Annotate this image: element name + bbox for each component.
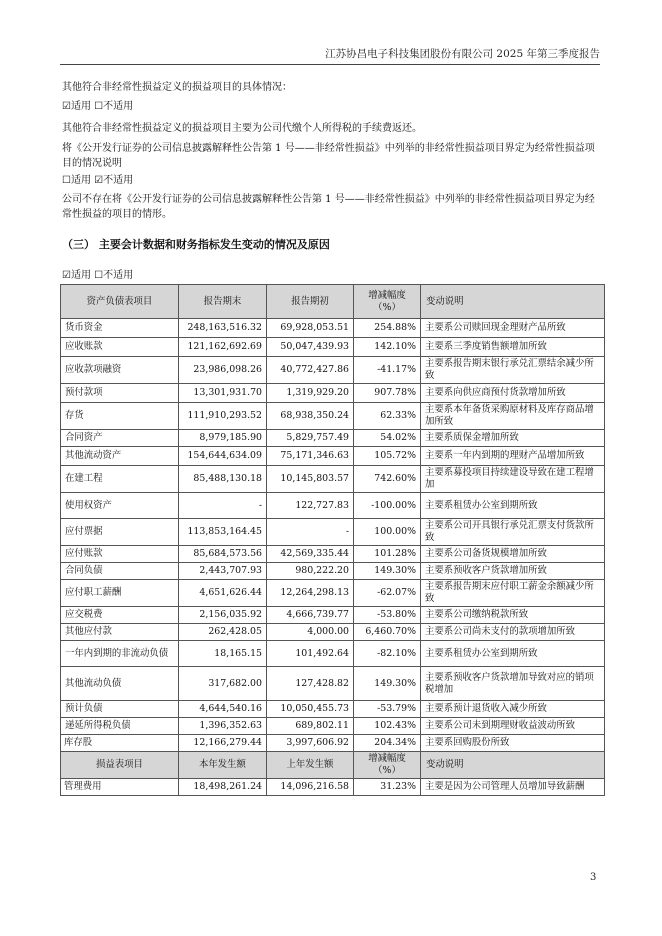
- table-row: [61, 779, 605, 796]
- row-note: 主要系租赁办公室到期所致: [421, 493, 605, 519]
- row-note: 主要系回购股份所致: [421, 735, 605, 752]
- row-item: 货币资金: [61, 319, 179, 338]
- row-period-begin: 75,171,346.63: [267, 447, 354, 466]
- row-period-begin: 4,666,739.77: [267, 607, 354, 624]
- row-period-begin: 50,047,439.93: [267, 338, 354, 357]
- table-row: [61, 466, 605, 493]
- row-period-end: 8,979,185.90: [179, 430, 267, 447]
- row-period-begin: -: [267, 519, 354, 546]
- row-period-end: 317,682.00: [179, 667, 267, 701]
- row-note: 主要系预计退货收入减少所致: [421, 701, 605, 718]
- applicable-checkbox-3: ☑适用 ☐不适用: [62, 270, 134, 281]
- row-note: 主要系预收客户货款增加所致: [421, 563, 605, 580]
- header-note: 变动说明: [421, 285, 605, 319]
- row-item: 递延所得税负债: [61, 718, 179, 735]
- row-period-begin: 1,319,929.20: [267, 384, 354, 403]
- row-period-begin: 122,727.83: [267, 493, 354, 519]
- row-note: 主要系公司缴纳税款所致: [421, 607, 605, 624]
- row-change: 254.88%: [354, 319, 421, 338]
- row-note: 主要系募投项目持续建设导致在建工程增加: [421, 466, 605, 493]
- row-note: 主要系三季度销售额增加所致: [421, 338, 605, 357]
- table-row: [61, 624, 605, 641]
- table-row: [61, 718, 605, 735]
- row-change: 101.28%: [354, 546, 421, 563]
- row-change: 149.30%: [354, 667, 421, 701]
- table-row: [61, 519, 605, 546]
- applicable-checkbox-1: ☑适用 ☐不适用: [62, 101, 134, 112]
- table-row: [61, 447, 605, 466]
- row-item: 应收账款: [61, 338, 179, 357]
- row-item: 预付款项: [61, 384, 179, 403]
- row-period-begin: 4,000.00: [267, 624, 354, 641]
- row-period-begin: 10,050,455.73: [267, 701, 354, 718]
- row-item: 其他流动资产: [61, 447, 179, 466]
- row-item: 应付职工薪酬: [61, 580, 179, 607]
- row-period-end: 2,156,035.92: [179, 607, 267, 624]
- header2-previous: 上年发生额: [267, 752, 354, 779]
- row-item: 其他流动负债: [61, 667, 179, 701]
- row-period-end: 13,301,931.70: [179, 384, 267, 403]
- header-period-begin: 报告期初: [267, 285, 354, 319]
- row-change: 105.72%: [354, 447, 421, 466]
- row-note: 主要系公司尚未支付的款项增加所致: [421, 624, 605, 641]
- row-note: 主要系公司未到期理财收益波动所致: [421, 718, 605, 735]
- row-note: 主要系公司备货规模增加所致: [421, 546, 605, 563]
- row-period-begin: 69,928,053.51: [267, 319, 354, 338]
- row-period-begin: 101,492.64: [267, 641, 354, 667]
- row-note: 主要系公司开具银行承兑汇票支付货款所致: [421, 519, 605, 546]
- paragraph-details-intro: 其他符合非经常性损益定义的损益项目的具体情况：: [62, 82, 292, 93]
- row-item: 在建工程: [61, 466, 179, 493]
- row-note: 主要系向供应商预付货款增加所致: [421, 384, 605, 403]
- row-period-end: 2,443,707.93: [179, 563, 267, 580]
- row-change: -53.80%: [354, 607, 421, 624]
- row-change: 142.10%: [354, 338, 421, 357]
- paragraph-no-reclassification: 公司不存在将《公开发行证券的公司信息披露解释性公告第 1 号——非经常性损益》中列举的非经常性损益项目界定为经常性损益的项目的情形。: [62, 194, 595, 220]
- row-change: -41.17%: [354, 357, 421, 384]
- row-change: 149.30%: [354, 563, 421, 580]
- header2-change: 增减幅度（%）: [354, 752, 421, 779]
- header2-note: 变动说明: [421, 752, 605, 779]
- table-row: [61, 580, 605, 607]
- table-row: [61, 667, 605, 701]
- table-row: [61, 493, 605, 519]
- row-item: 库存股: [61, 735, 179, 752]
- row-item: 应付账款: [61, 546, 179, 563]
- row-period-end: 262,428.05: [179, 624, 267, 641]
- financial-changes-table: [60, 284, 605, 796]
- row-note: 主要系报告期末银行承兑汇票结余减少所致: [421, 357, 605, 384]
- row-change: 204.34%: [354, 735, 421, 752]
- income-statement-header-row: [61, 752, 605, 779]
- row-period-begin: 68,938,350.24: [267, 403, 354, 430]
- row-change: 54.02%: [354, 430, 421, 447]
- header-period-end: 报告期末: [179, 285, 267, 319]
- applicable-checkbox-2: ☐适用 ☑不适用: [62, 175, 134, 186]
- row-change: -82.10%: [354, 641, 421, 667]
- row-item: 使用权资产: [61, 493, 179, 519]
- section-title: （三） 主要会计数据和财务指标发生变动的情况及原因: [62, 238, 330, 251]
- paragraph-fee-refund: 其他符合非经常性损益定义的损益项目主要为公司代缴个人所得税的手续费返还。: [62, 123, 422, 134]
- row-period-begin: 3,997,606.92: [267, 735, 354, 752]
- row-period-begin: 5,829,757.49: [267, 430, 354, 447]
- table-row: [61, 430, 605, 447]
- row-period-begin: 42,569,335.44: [267, 546, 354, 563]
- header-rule: [60, 64, 600, 65]
- row-current: 18,498,261.24: [179, 779, 267, 796]
- row-note: 主要系本年备货采购原材料及库存商品增加所致: [421, 403, 605, 430]
- row-item: 合同资产: [61, 430, 179, 447]
- row-period-begin: 40,772,427.86: [267, 357, 354, 384]
- row-change: 907.78%: [354, 384, 421, 403]
- header2-current: 本年发生额: [179, 752, 267, 779]
- table-row: [61, 546, 605, 563]
- row-change: 102.43%: [354, 718, 421, 735]
- row-period-end: 1,396,352.63: [179, 718, 267, 735]
- row-period-begin: 10,145,803.57: [267, 466, 354, 493]
- row-change: -62.07%: [354, 580, 421, 607]
- table-row: [61, 641, 605, 667]
- row-period-end: -: [179, 493, 267, 519]
- row-item: 应付票据: [61, 519, 179, 546]
- row-period-end: 4,651,626.44: [179, 580, 267, 607]
- row-period-begin: 980,222.20: [267, 563, 354, 580]
- row-change: 742.60%: [354, 466, 421, 493]
- row-period-end: 248,163,516.32: [179, 319, 267, 338]
- row-period-end: 23,986,098.26: [179, 357, 267, 384]
- row-change: -100.00%: [354, 493, 421, 519]
- row-change: -53.79%: [354, 701, 421, 718]
- table-row: [61, 701, 605, 718]
- row-period-end: 85,488,130.18: [179, 466, 267, 493]
- table-row: [61, 384, 605, 403]
- header2-item: 损益表项目: [61, 752, 179, 779]
- row-change: 6,460.70%: [354, 624, 421, 641]
- row-period-end: 113,853,164.45: [179, 519, 267, 546]
- row-note: 主要系报告期末应付职工薪金余额减少所致: [421, 580, 605, 607]
- paragraph-reclassification: 将《公开发行证券的公司信息披露解释性公告第 1 号——非经常性损益》中列举的非经常性损益项目界定为经常性损益项目的情况说明: [62, 143, 595, 169]
- table-row: [61, 357, 605, 384]
- row-note: 主要是因为公司管理人员增加导致薪酬: [421, 779, 605, 796]
- header-item: 资产负债表项目: [61, 285, 179, 319]
- table-row: [61, 563, 605, 580]
- row-item: 存货: [61, 403, 179, 430]
- table-header-row: [61, 285, 605, 319]
- row-item: 预计负债: [61, 701, 179, 718]
- row-item: 应交税费: [61, 607, 179, 624]
- row-period-begin: 12,264,298.13: [267, 580, 354, 607]
- row-period-end: 4,644,540.16: [179, 701, 267, 718]
- table-row: [61, 735, 605, 752]
- row-item: 其他应付款: [61, 624, 179, 641]
- table-row: [61, 403, 605, 430]
- row-change: 62.33%: [354, 403, 421, 430]
- row-note: 主要系预收客户货款增加导致对应的销项税增加: [421, 667, 605, 701]
- row-period-end: 12,166,279.44: [179, 735, 267, 752]
- row-note: 主要系一年内到期的理财产品增加所致: [421, 447, 605, 466]
- table-row: [61, 319, 605, 338]
- row-period-end: 121,162,692.69: [179, 338, 267, 357]
- table-row: [61, 338, 605, 357]
- row-note: 主要系租赁办公室到期所致: [421, 641, 605, 667]
- header-change: 增减幅度（%）: [354, 285, 421, 319]
- row-note: 主要系公司赎回现金理财产品所致: [421, 319, 605, 338]
- row-note: 主要系质保金增加所致: [421, 430, 605, 447]
- row-item: 应收款项融资: [61, 357, 179, 384]
- row-item: 一年内到期的非流动负债: [61, 641, 179, 667]
- row-item: 合同负债: [61, 563, 179, 580]
- row-change: 100.00%: [354, 519, 421, 546]
- page-number: 3: [590, 872, 597, 883]
- row-previous: 14,096,216.58: [267, 779, 354, 796]
- row-change: 31.23%: [354, 779, 421, 796]
- row-period-begin: 689,802.11: [267, 718, 354, 735]
- row-period-begin: 127,428.82: [267, 667, 354, 701]
- row-period-end: 85,684,573.56: [179, 546, 267, 563]
- page-header: 江苏协昌电子科技集团股份有限公司 2025 年第三季度报告: [325, 48, 600, 60]
- row-period-end: 154,644,634.09: [179, 447, 267, 466]
- row-period-end: 111,910,293.52: [179, 403, 267, 430]
- row-item: 管理费用: [61, 779, 179, 796]
- table-row: [61, 607, 605, 624]
- row-period-end: 18,165.15: [179, 641, 267, 667]
